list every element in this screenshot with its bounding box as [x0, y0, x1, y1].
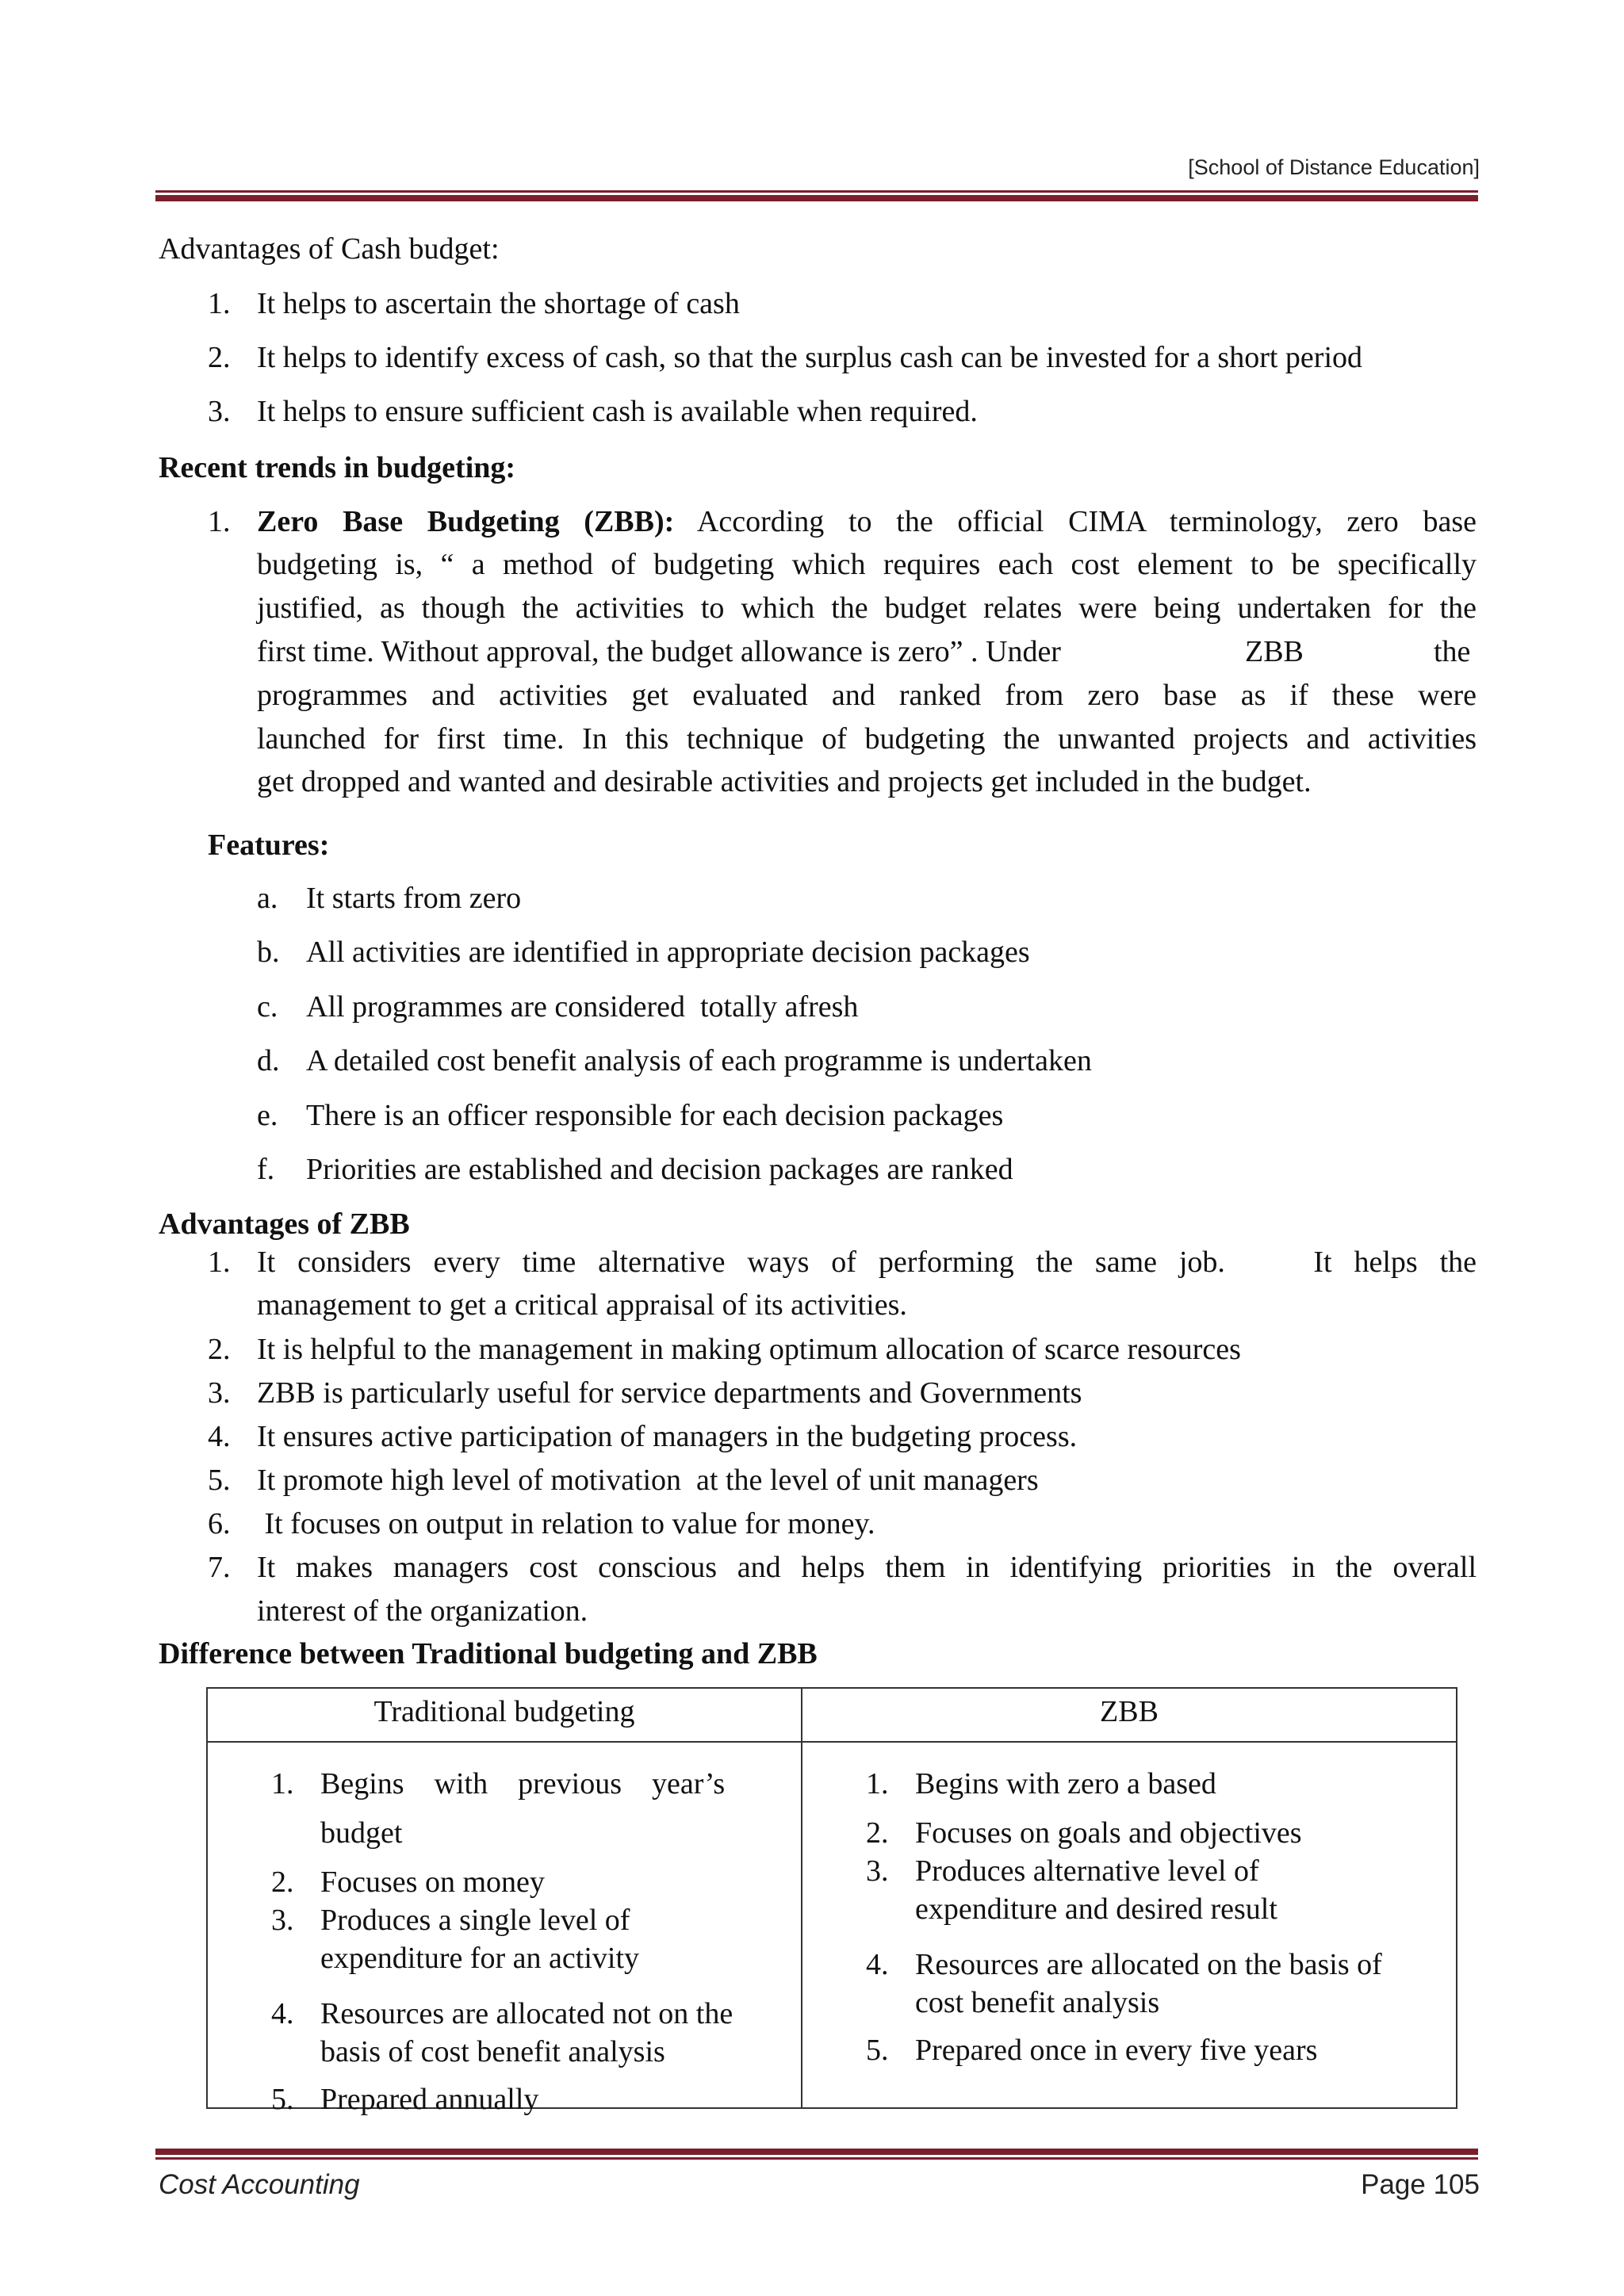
adv-num-7: 7.: [208, 1551, 231, 1584]
cash-budget-title: Advantages of Cash budget:: [159, 232, 500, 266]
adv-num-3: 3.: [208, 1376, 231, 1410]
header-rule: [155, 190, 1478, 201]
zbb-number: 1.: [208, 505, 231, 538]
adv-num-5: 5.: [208, 1464, 231, 1497]
adv-item-4: It ensures active participation of managers in the budgeting process.: [257, 1420, 1078, 1453]
adv-num-4: 4.: [208, 1420, 231, 1453]
adv-item-5: It promote high level of motivation at the level of unit managers: [257, 1464, 1039, 1497]
adv-num-2: 2.: [208, 1333, 231, 1366]
zbb-line-2: budgeting is, “ a method of budgeting which requires each cost element to be specifically: [257, 548, 1477, 581]
zbb-line-4-zbb: ZBB: [1245, 635, 1304, 668]
difference-title: Difference between Traditional budgeting and ZBB: [159, 1637, 818, 1670]
zbb-cell: 1. Begins with zero a based 2. Focuses on goals and objectives 3. Produces alternative level of expenditure and desired result 4. Resources are allocated on the basis of cost benefit analysis 5. Prepared once in every five years: [802, 1742, 1457, 2108]
adv-item-7-line-2: interest of the organization.: [257, 1594, 588, 1628]
adv-num-6: 6.: [208, 1507, 231, 1540]
table-header-traditional: Traditional budgeting: [207, 1688, 802, 1742]
table-header-zbb: ZBB: [802, 1688, 1457, 1742]
zbb-line-7: get dropped and wanted and desirable activities and projects get included in the budget.: [257, 765, 1312, 798]
adv-item-6: It focuses on output in relation to value for money.: [257, 1507, 875, 1540]
adv-item-1-line-2: management to get a critical appraisal of its activities.: [257, 1288, 907, 1322]
traditional-cell: 1. Begins with previous year’s budget 2. Focuses on money 3. Produces a single level of expenditure for an activity 4. Resources are allocated not on the basis of cost benefit analysis 5. Prepared annually: [207, 1742, 802, 2108]
footer-subject: Cost Accounting: [159, 2169, 360, 2200]
adv-item-7-line-1: It makes managers cost conscious and helps them in identifying priorities in the overall: [257, 1551, 1477, 1584]
header-institution: [School of Distance Education]: [1188, 155, 1480, 179]
footer-page-number: Page 105: [1361, 2169, 1480, 2200]
zbb-line-6: launched for first time. In this technique of budgeting the unwanted projects and activities: [257, 722, 1477, 756]
recent-trends-title: Recent trends in budgeting:: [159, 451, 516, 484]
zbb-line-3: justified, as though the activities to which the budget relates were being undertaken for the: [257, 591, 1477, 625]
zbb-line-5: programmes and activities get evaluated and ranked from zero base as if these were: [257, 679, 1477, 712]
comparison-table: [206, 1687, 1457, 2116]
adv-item-3: ZBB is particularly useful for service departments and Governments: [257, 1376, 1082, 1410]
adv-item-2: It is helpful to the management in making optimum allocation of scarce resources: [257, 1333, 1241, 1366]
zbb-line-4-the: the: [1434, 635, 1471, 668]
zbb-term: Zero Base Budgeting (ZBB):: [257, 505, 675, 538]
footer-rule: [155, 2149, 1478, 2160]
advantages-zbb-title: Advantages of ZBB: [159, 1207, 410, 1241]
adv-item-1-line-1: It considers every time alternative ways of performing the same job. It helps the: [257, 1246, 1477, 1279]
zbb-line-4: first time. Without approval, the budget allowance is zero” . Under: [257, 635, 1061, 668]
zbb-line-1: Zero Base Budgeting (ZBB): According to the official CIMA terminology, zero base: [257, 505, 1477, 538]
features-title: Features:: [208, 828, 330, 862]
adv-num-1: 1.: [208, 1246, 231, 1279]
